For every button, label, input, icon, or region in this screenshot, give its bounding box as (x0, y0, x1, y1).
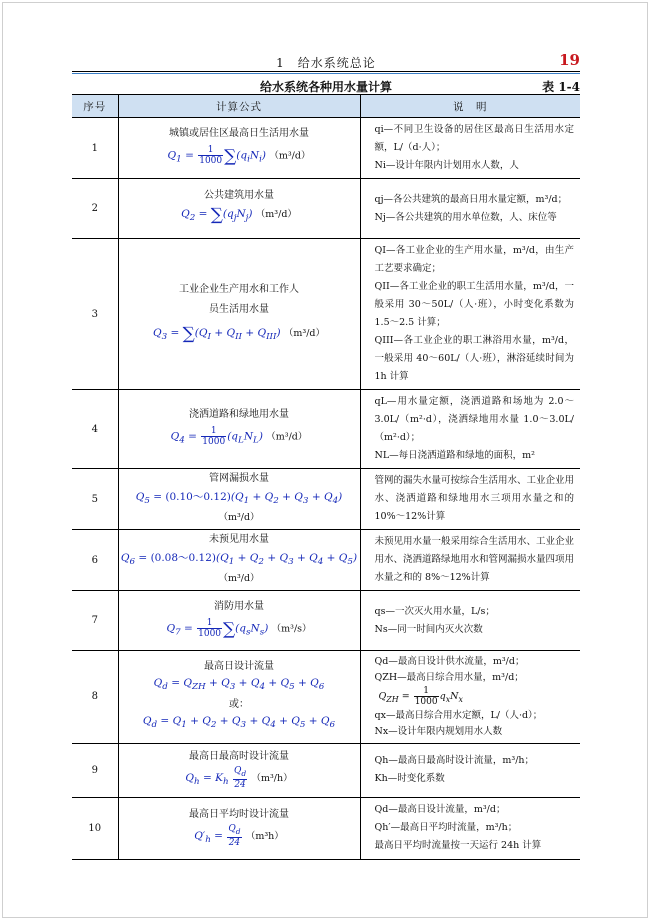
description-cell (360, 469, 580, 530)
table-row (72, 651, 580, 744)
table-number: 表 1-4 (542, 80, 580, 94)
formula: $Q'_h$ = $\frac{Q_d}{24}$ （m³h） (194, 823, 284, 848)
row-number: 3 (72, 239, 118, 390)
water-demand-table (72, 94, 580, 860)
header-rule-blue (72, 73, 580, 74)
table-header-row (72, 95, 580, 118)
description-line: Qd—最高日设计供水流量，m³/d； (374, 656, 525, 667)
description-line: Nx—设计年限内规划用水人数 (374, 725, 503, 737)
table-row (72, 179, 580, 239)
description-line: QIII—各工业企业的职工淋浴用水量，m³/d，一般采用 40～60L/（人·班），淋浴延续时间为 1h 计算 (374, 335, 574, 382)
description-line: Ni—设计年限内计划用水人数，人 (374, 160, 519, 171)
row-number: 5 (72, 469, 118, 530)
description-line: Kh—时变化系数 (374, 773, 445, 785)
col-header-desc: 说 明 (360, 95, 580, 118)
header-rule (72, 71, 580, 72)
formula-name: 未预见用水量 (209, 534, 269, 546)
formula-cell (118, 239, 360, 390)
description-line: NL—每日浇洒道路和绿地的面积，m² (374, 450, 535, 461)
formula-alt: $Q_d = Q_1 + Q_2 + Q_3 + Q_4 + Q_5 + Q_6$ (142, 714, 336, 731)
formula-name: 管网漏损水量 (209, 473, 269, 485)
description-cell (360, 390, 580, 469)
row-number: 4 (72, 390, 118, 469)
description-line: Nj—各公共建筑的用水单位数，人、床位等 (374, 211, 557, 223)
description-line: qx—最高日综合用水定额，L/（人·d）； (374, 709, 543, 721)
qzh-formula: $Q_{ZH}$ = $\frac{1}{1000}$ $q_xN_x$ (378, 686, 463, 707)
page-header (72, 52, 580, 72)
description-line: Qd—最高日设计流量，m³/d； (374, 804, 506, 816)
description-cell (360, 239, 580, 390)
table-row (72, 797, 580, 859)
row-number: 8 (72, 651, 118, 744)
row-number: 6 (72, 530, 118, 591)
formula-name: 浇洒道路和绿地用水量 (189, 409, 289, 421)
table-row (72, 591, 580, 651)
formula-name: 最高日设计流量 (204, 660, 274, 672)
description-line: 管网的漏失水量可按综合生活用水、工业企业用水、浇洒道路和绿地用水三项用水量之和的 10%～12%计算 (374, 475, 575, 522)
description-line: Qh—最高日最高时设计流量，m³/h； (374, 755, 535, 767)
description-line: QI—各工业企业的生产用水量，m³/d，由生产工艺要求确定； (374, 245, 574, 274)
col-header-num: 序号 (72, 95, 118, 118)
description-cell (360, 179, 580, 239)
formula: $Q_5$ = $(0.10\sim 0.12)(Q_1 + Q_2 + Q_3 + Q_4)$ （m³/d） (135, 491, 343, 523)
formula-cell (118, 118, 360, 179)
formula-cell (118, 469, 360, 530)
formula: $Q_6$ = $(0.08\sim 0.12)(Q_1 + Q_2 + Q_3 + Q_4 + Q_5)$ （m³/d） (120, 552, 358, 584)
table-title: 给水系统各种用水量计算 (259, 80, 392, 94)
description-cell (360, 530, 580, 591)
formula-name: 最高日最高时设计流量 (189, 750, 289, 762)
table-row (72, 743, 580, 797)
chapter-title: 1 给水系统总论 (276, 56, 376, 70)
description-line: QZH—最高日综合用水量，m³/d； (374, 672, 524, 683)
table-caption (72, 78, 580, 94)
formula-name: 最高日平均时设计流量 (189, 808, 289, 820)
description-cell (360, 118, 580, 179)
formula: $Q_2 = \sum(q_jN_j)$ （m³/d） (181, 205, 297, 226)
formula-cell (118, 390, 360, 469)
description-cell (360, 797, 580, 859)
formula: $Q_3 = \sum(Q_I + Q_{II} + Q_{III})$ （m³/d） (152, 324, 326, 345)
or-label: 或： (229, 698, 249, 710)
description-line: 未预见用水量一般采用综合生活用水、工业企业用水、浇洒道路绿地用水和管网漏损水量四项用水量之和的 8%～12%计算 (374, 536, 575, 583)
formula: $Q_4$ = $\frac{1}{1000}$ $(q_LN_L)$ （m³/d） (170, 426, 308, 448)
formula-cell (118, 743, 360, 797)
formula-cell (118, 797, 360, 859)
description-cell (360, 591, 580, 651)
description-line: qj—各公共建筑的最高日用水量定额，m³/d； (374, 193, 568, 205)
row-number: 10 (72, 797, 118, 859)
table-row (72, 118, 580, 179)
description-cell (360, 743, 580, 797)
col-header-formula: 计算公式 (118, 95, 360, 118)
table-row (72, 530, 580, 591)
row-number: 2 (72, 179, 118, 239)
formula: $Q_1$ = $\frac{1}{1000}$ $\sum(q_iN_i)$ （m³/d） (167, 145, 311, 167)
description-line: qs—一次灭火用水量，L/s； (374, 605, 495, 617)
description-line: qL—用水量定额，浇洒道路和场地为 2.0～3.0L/（m²·d），浇洒绿地用水量 1.0～3.0L/（m²·d）； (374, 396, 574, 443)
formula-cell (118, 530, 360, 591)
formula: $Q_d = Q_{ZH} + Q_3 + Q_4 + Q_5 + Q_6$ (153, 676, 325, 692)
page-number: 19 (559, 51, 580, 69)
row-number: 7 (72, 591, 118, 651)
formula-cell (118, 179, 360, 239)
description-cell (360, 651, 580, 744)
description-line: 最高日平均时流量按一天运行 24h 计算 (374, 840, 542, 852)
description-line: Qh′—最高日平均时流量，m³/h； (374, 822, 518, 834)
formula-name: 城镇或居住区最高日生活用水量 (169, 128, 309, 140)
table-row (72, 469, 580, 530)
formula: $Q_7$ = $\frac{1}{1000}$ $\sum(q_sN_s)$ （m³/s） (166, 617, 312, 640)
formula-cell (118, 591, 360, 651)
table-row (72, 390, 580, 469)
formula-name: 公共建筑用水量 (204, 190, 274, 202)
description-line: Ns—同一时间内灭火次数 (374, 623, 483, 635)
formula: $Q_h = K_h$ $\frac{Q_d}{24}$ （m³/h） (185, 765, 293, 790)
description-line: qi—不同卫生设备的居住区最高日生活用水定额，L/（d·人）； (374, 124, 574, 153)
formula-name: 消防用水量 (214, 600, 264, 612)
formula-name: 工业企业生产用水和工作人员生活用水量 (179, 284, 299, 316)
formula-cell (118, 651, 360, 744)
row-number: 1 (72, 118, 118, 179)
table-row (72, 239, 580, 390)
row-number: 9 (72, 743, 118, 797)
description-line: QII—各工业企业的职工生活用水量，m³/d，一般采用 30～50L/（人·班），小时变化系数为 1.5～2.5 计算； (374, 281, 574, 328)
